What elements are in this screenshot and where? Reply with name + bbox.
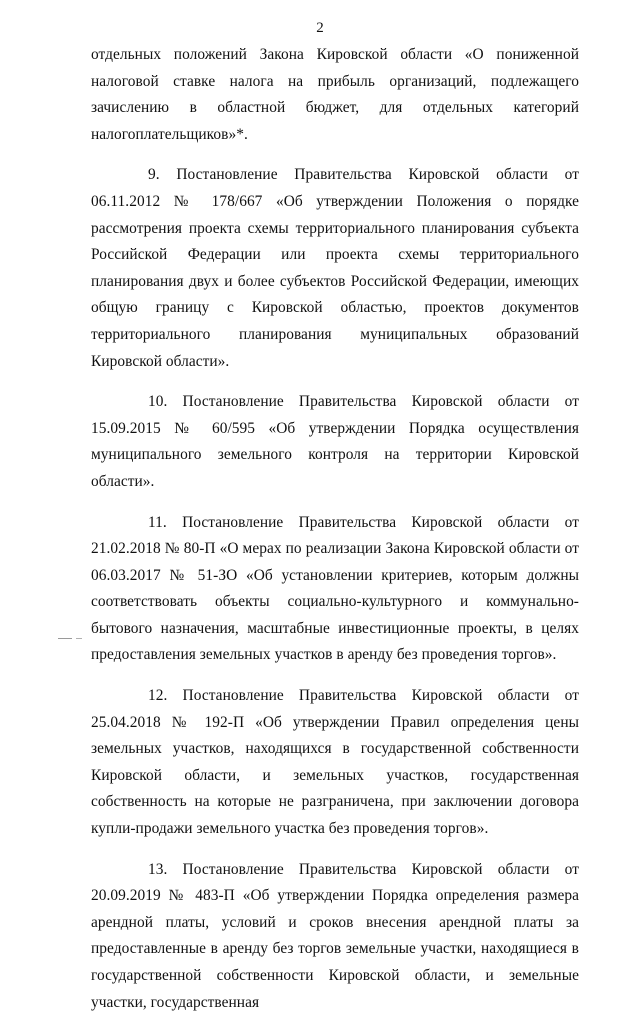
paragraph-continuation: отдельных положений Закона Кировской области «О пониженной налоговой ставке налога на прибыль организаций, подлежащего зачислению в областной бюджет, для отдельных категорий налогоплательщиков»*. bbox=[91, 46, 579, 143]
scan-artifact bbox=[58, 638, 72, 639]
page-number: 2 bbox=[316, 20, 324, 36]
document-body bbox=[91, 42, 579, 1016]
paragraph-item-12: 12. Постановление Правительства Кировской области от 25.04.2018 № 192-П «Об утверждении Правил определения цены земельных участков, находящихся в государственной собственности Кировской области, и земельных участков, государственная собственность на которые не разграничена, при заключении договора купли-продажи земельного участка без проведения торгов». bbox=[91, 687, 579, 838]
paragraph-item-10: 10. Постановление Правительства Кировской области от 15.09.2015 № 60/595 «Об утверждении Порядка осуществления муниципального земельного контроля на территории Кировской области». bbox=[91, 393, 579, 490]
paragraph-item-11: 11. Постановление Правительства Кировской области от 21.02.2018 № 80-П «О мерах по реализации Закона Кировской области от 06.03.2017 № 51-ЗО «Об установлении критериев, которым должны соответствовать объекты социально-культурного и коммунально-бытового назначения, масштабные инвестиционные проекты, в целях предоставления земельных участков в аренду без проведения торгов». bbox=[91, 513, 579, 664]
paragraph-item-9: 9. Постановление Правительства Кировской области от 06.11.2012 № 178/667 «Об утверждении Положения о порядке рассмотрения проекта схемы территориального планирования субъекта Российской Федерации или проекта схемы территориального планирования двух и более субъектов Российской Федерации, имеющих общую границу с Кировской областью, проектов документов территориального планирования муниципальных образований Кировской области». bbox=[91, 166, 579, 370]
paragraph-item-13: 13. Постановление Правительства Кировской области от 20.09.2019 № 483-П «Об утверждении Порядка определения размера арендной платы, условий и сроков внесения арендной платы за предоставленные в аренду без торгов земельные участки, находящиеся в государственной собственности Кировской области, и земельные участки, государственная bbox=[91, 860, 579, 1011]
scan-artifact bbox=[76, 638, 82, 639]
